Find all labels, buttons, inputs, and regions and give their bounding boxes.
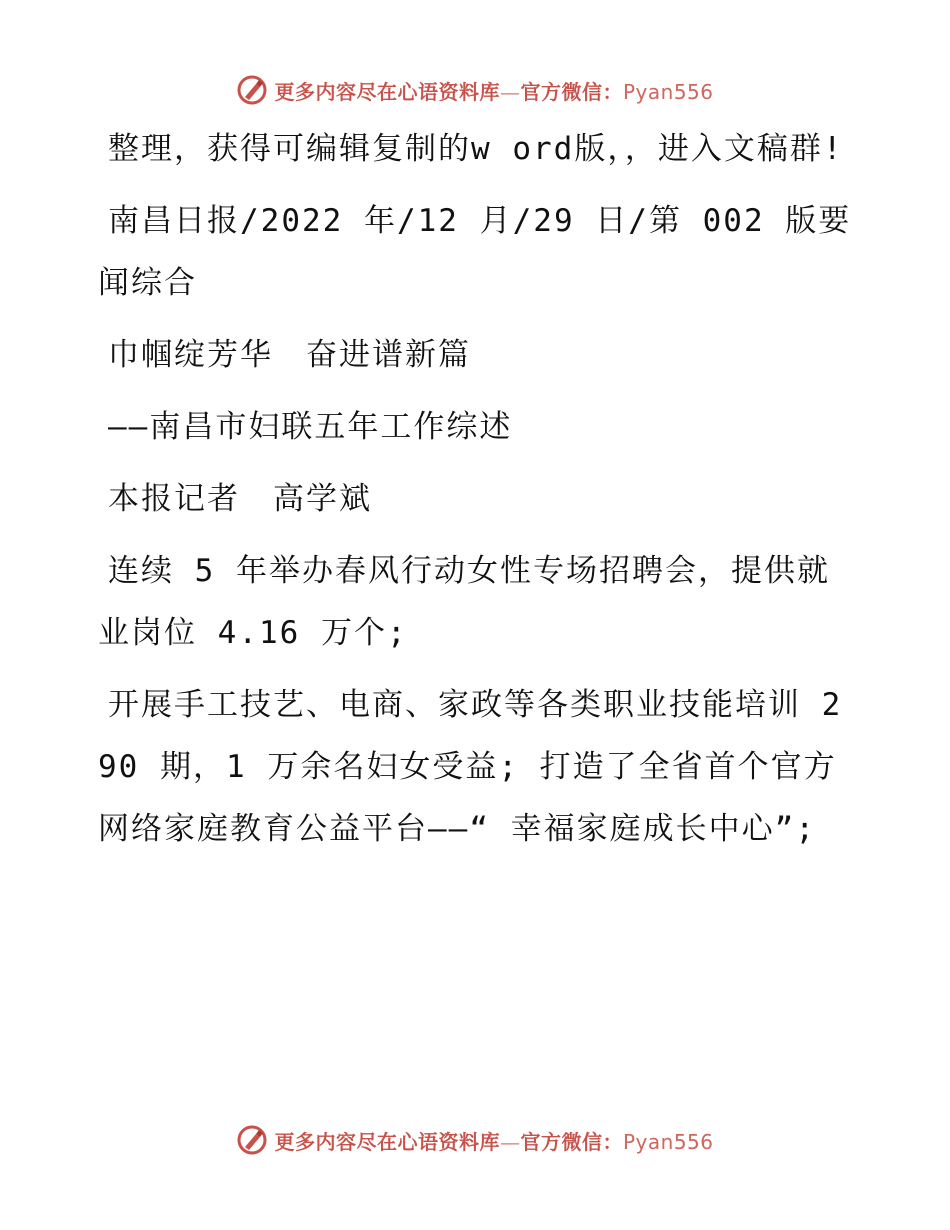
article-subtitle: ——南昌市妇联五年工作综述 [108,409,513,445]
watermark-text: 更多内容尽在心语资料库—官方微信：Pyan556 [274,1129,714,1154]
body-paragraph: 连续 5 年举办春风行动女性专场招聘会，提供就业岗位 4.16 万个; [98,553,830,651]
article-title: 巾帼绽芳华 奋进谱新篇 [108,337,471,373]
watermark-text: 更多内容尽在心语资料库—官方微信：Pyan556 [274,79,714,104]
body-paragraph: 开展手工技艺、电商、家政等各类职业技能培训 290 期，1 万余名妇女受益; 打造了全省首个官方网络家庭教育公益平台——“ 幸福家庭成长中心”; [98,687,843,847]
document-body [98,118,858,860]
byline: 本报记者 高学斌 [108,481,372,517]
header-watermark [0,70,950,110]
intro-paragraph: 整理，获得可编辑复制的w ord版，，进入文稿群! [108,131,844,167]
pen-logo-icon [236,1124,268,1156]
source-line: 南昌日报/2022 年/12 月/29 日/第 002 版要闻综合 [98,203,852,301]
footer-watermark [0,1120,950,1160]
pen-logo-icon [236,74,268,106]
